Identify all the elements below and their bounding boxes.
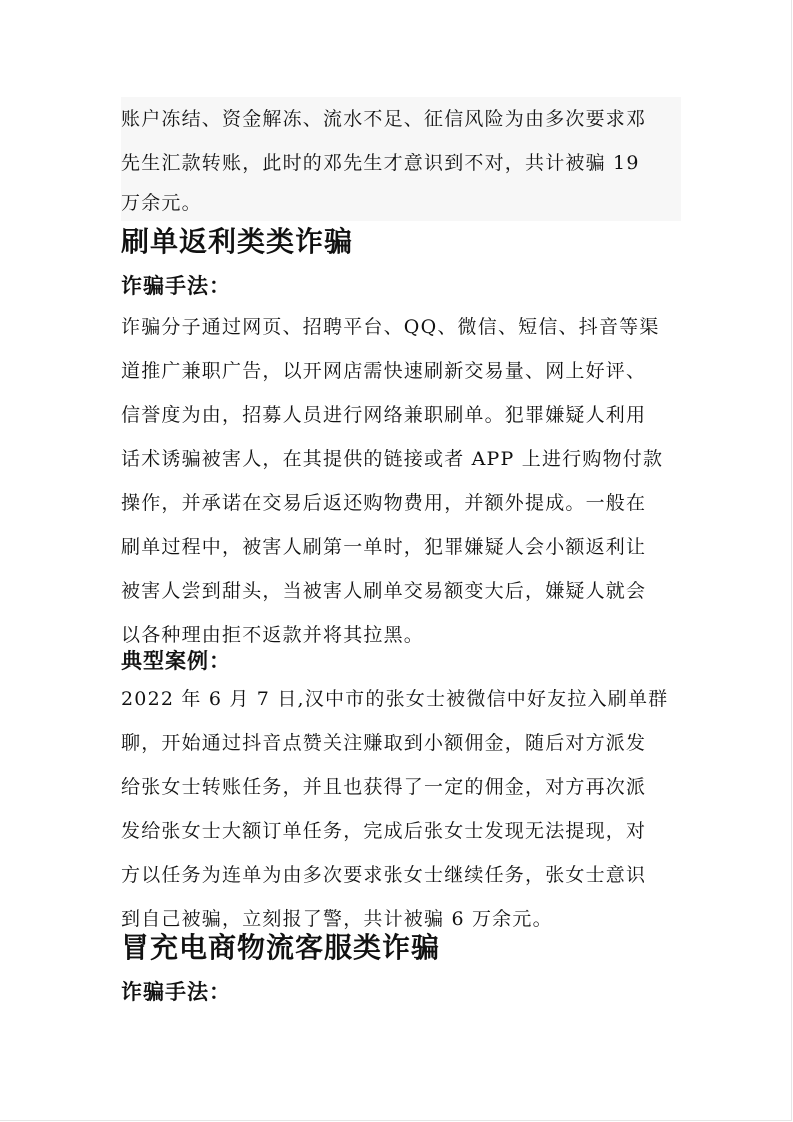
- case-heading: 典型案例：: [121, 649, 231, 673]
- section-title: 冒充电商物流客服类诈骗: [121, 931, 441, 964]
- paragraph-line: 先生汇款转账，此时的邓先生才意识到不对，共计被骗 19: [121, 152, 640, 174]
- paragraph-line: 诈骗分子通过网页、招聘平台、QQ、微信、短信、抖音等渠: [121, 316, 660, 338]
- paragraph-line: 2022 年 6 月 7 日,汉中市的张女士被微信中好友拉入刷单群: [121, 688, 669, 710]
- case-paragraph: [121, 677, 681, 941]
- paragraph-line: 刷单过程中，被害人刷第一单时，犯罪嫌疑人会小额返利让: [121, 536, 647, 558]
- previous-case-paragraph: [121, 97, 681, 221]
- paragraph-line: 话术诱骗被害人，在其提供的链接或者 APP 上进行购物付款: [121, 448, 664, 470]
- paragraph-line: 万余元。: [121, 192, 202, 214]
- paragraph-line: 道推广兼职广告，以开网店需快速刷新交易量、网上好评、: [121, 360, 647, 382]
- paragraph-line: 给张女士转账任务，并且也获得了一定的佣金，对方再次派: [121, 776, 647, 798]
- paragraph-line: 聊，开始通过抖音点赞关注赚取到小额佣金，随后对方派发: [121, 732, 647, 754]
- paragraph-line: 以各种理由拒不返款并将其拉黑。: [121, 624, 425, 646]
- paragraph-line: 操作，并承诺在交易后返还购物费用，并额外提成。一般在: [121, 492, 647, 514]
- paragraph-line: 到自己被骗，立刻报了警，共计被骗 6 万余元。: [121, 908, 553, 930]
- paragraph-line: 发给张女士大额订单任务，完成后张女士发现无法提现，对: [121, 820, 647, 842]
- method-paragraph: [121, 305, 681, 657]
- paragraph-line: 信誉度为由，招募人员进行网络兼职刷单。犯罪嫌疑人利用: [121, 404, 647, 426]
- paragraph-line: 账户冻结、资金解冻、流水不足、征信风险为由多次要求邓: [121, 108, 647, 130]
- section-title: 刷单返利类类诈骗: [121, 225, 354, 258]
- method-heading: 诈骗手法：: [121, 274, 231, 298]
- paragraph-line: 被害人尝到甜头，当被害人刷单交易额变大后，嫌疑人就会: [121, 580, 647, 602]
- method-heading: 诈骗手法：: [121, 980, 231, 1004]
- paragraph-line: 方以任务为连单为由多次要求张女士继续任务，张女士意识: [121, 864, 647, 886]
